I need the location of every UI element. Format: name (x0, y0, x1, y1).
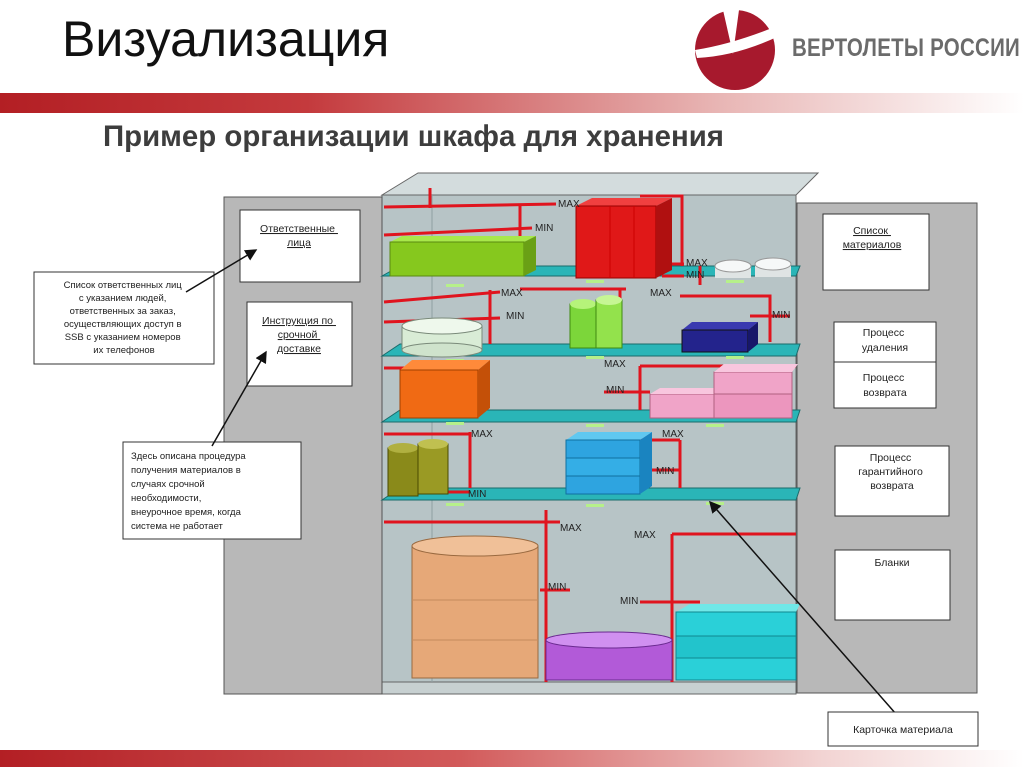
min-label: MIN (656, 466, 675, 477)
brand-name: ВЕРТОЛЕТЫ РОССИИ (792, 34, 1021, 62)
callout-line: SSB с указанием номеров (64, 332, 181, 343)
max-label: MAX (604, 359, 626, 370)
materials-line: Список (853, 225, 889, 237)
warranty-line: Процесс (869, 452, 912, 464)
callout-line: осуществляющих доступ в (63, 319, 182, 330)
min-label: MIN (606, 385, 625, 396)
warranty-line: возврата (870, 480, 914, 492)
blue-boxes (566, 432, 652, 494)
navy-box (682, 322, 758, 352)
return-line: Процесс (862, 372, 905, 384)
green-cylinders (570, 295, 622, 348)
callout-line: необходимости, (131, 493, 202, 504)
callout-line: внеурочное время, когда (131, 507, 241, 518)
responsible-persons-line: лица (287, 237, 311, 249)
orange-box (400, 360, 490, 418)
purple-cylinder (546, 632, 672, 680)
callout-line: Список ответственных лиц (63, 280, 182, 291)
min-label: MIN (535, 223, 554, 234)
instruction-line: Инструкция по (262, 315, 334, 327)
material-card-label: Карточка материала (853, 724, 953, 736)
callout-line: с указанием людей, (78, 293, 167, 304)
max-label: MAX (560, 523, 582, 534)
callout-line: Здесь описана процедура (131, 451, 246, 462)
return-line: возврата (863, 387, 907, 399)
diagram-title: Пример организации шкафа для хранения (103, 120, 724, 153)
callout-line: получения материалов в (131, 465, 241, 476)
white-cylinder (402, 318, 482, 357)
max-label: MAX (650, 288, 672, 299)
teal-boxes (676, 604, 800, 680)
cabinet-top (382, 173, 818, 195)
max-label: MAX (558, 199, 580, 210)
cabinet-plinth (382, 682, 796, 694)
instruction-line: доставке (277, 343, 321, 355)
green-box (390, 236, 536, 276)
olive-cylinders (388, 439, 448, 496)
min-label: MIN (468, 489, 487, 500)
max-label: MAX (501, 288, 523, 299)
materials-line: материалов (842, 239, 902, 251)
tan-barrel (412, 536, 538, 678)
removal-line: удаления (861, 342, 909, 354)
min-label: MIN (686, 270, 705, 281)
min-label: MIN (548, 582, 567, 593)
max-label: MAX (686, 258, 708, 269)
red-box (576, 198, 672, 278)
min-label: MIN (772, 310, 791, 321)
callout-line: ответственных за заказ, (69, 306, 176, 317)
return-process-box (834, 362, 936, 408)
min-label: MIN (620, 596, 639, 607)
min-label: MIN (506, 311, 525, 322)
max-label: MAX (662, 429, 684, 440)
callout-line: случаях срочной (131, 479, 205, 490)
callout-line: их телефонов (93, 345, 155, 356)
responsible-persons-line: Ответственные (260, 223, 336, 235)
warranty-line: гарантийного (858, 466, 923, 478)
forms-label: Бланки (874, 557, 910, 569)
max-label: MAX (634, 530, 656, 541)
callout-line: система не работает (131, 521, 223, 532)
removal-line: Процесс (862, 327, 905, 339)
max-label: MAX (471, 429, 493, 440)
instruction-line: срочной (277, 329, 318, 341)
page-title: Визуализация (62, 11, 390, 67)
